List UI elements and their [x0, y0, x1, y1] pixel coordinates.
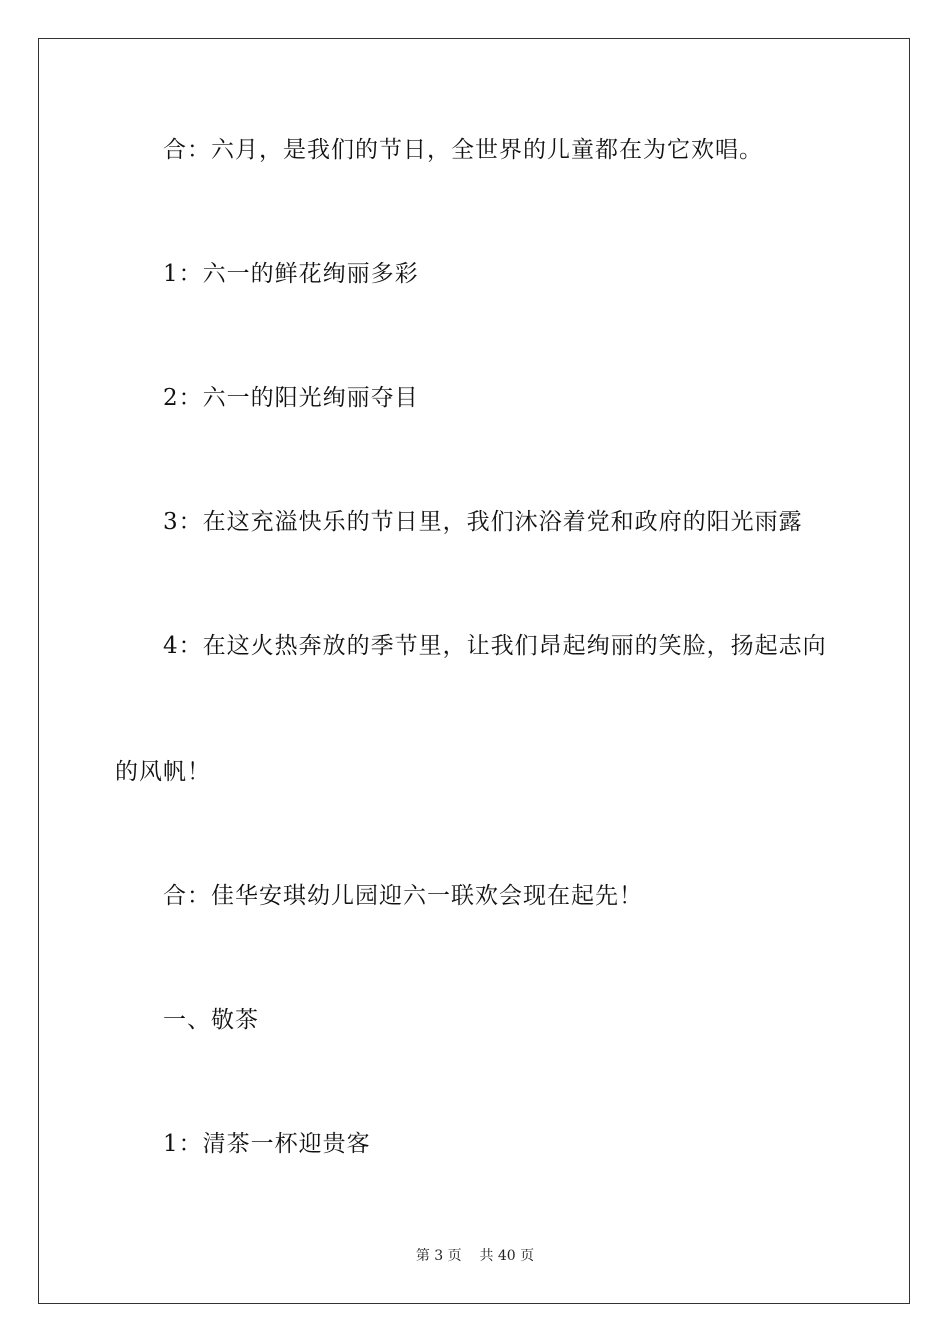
paragraph-line: 的风帆！	[115, 759, 211, 785]
paragraph-line: 2：六一的阳光绚丽夺目	[163, 385, 419, 411]
section-heading: 一、敬茶	[163, 1007, 259, 1033]
paragraph-line: 4：在这火热奔放的季节里，让我们昂起绚丽的笑脸，扬起志向	[163, 633, 827, 659]
paragraph-line: 合：六月，是我们的节日，全世界的儿童都在为它欢唱。	[163, 137, 763, 163]
paragraph-line: 1：六一的鲜花绚丽多彩	[163, 261, 419, 287]
page-footer	[0, 1246, 950, 1266]
page-number: 第 3 页	[415, 1248, 462, 1264]
page-total: 共 40 页	[479, 1248, 535, 1264]
page-border	[38, 38, 910, 1304]
paragraph-line: 3：在这充溢快乐的节日里，我们沐浴着党和政府的阳光雨露	[163, 509, 803, 535]
paragraph-line: 合：佳华安琪幼儿园迎六一联欢会现在起先！	[163, 883, 643, 909]
paragraph-line: 1：清茶一杯迎贵客	[163, 1131, 371, 1157]
